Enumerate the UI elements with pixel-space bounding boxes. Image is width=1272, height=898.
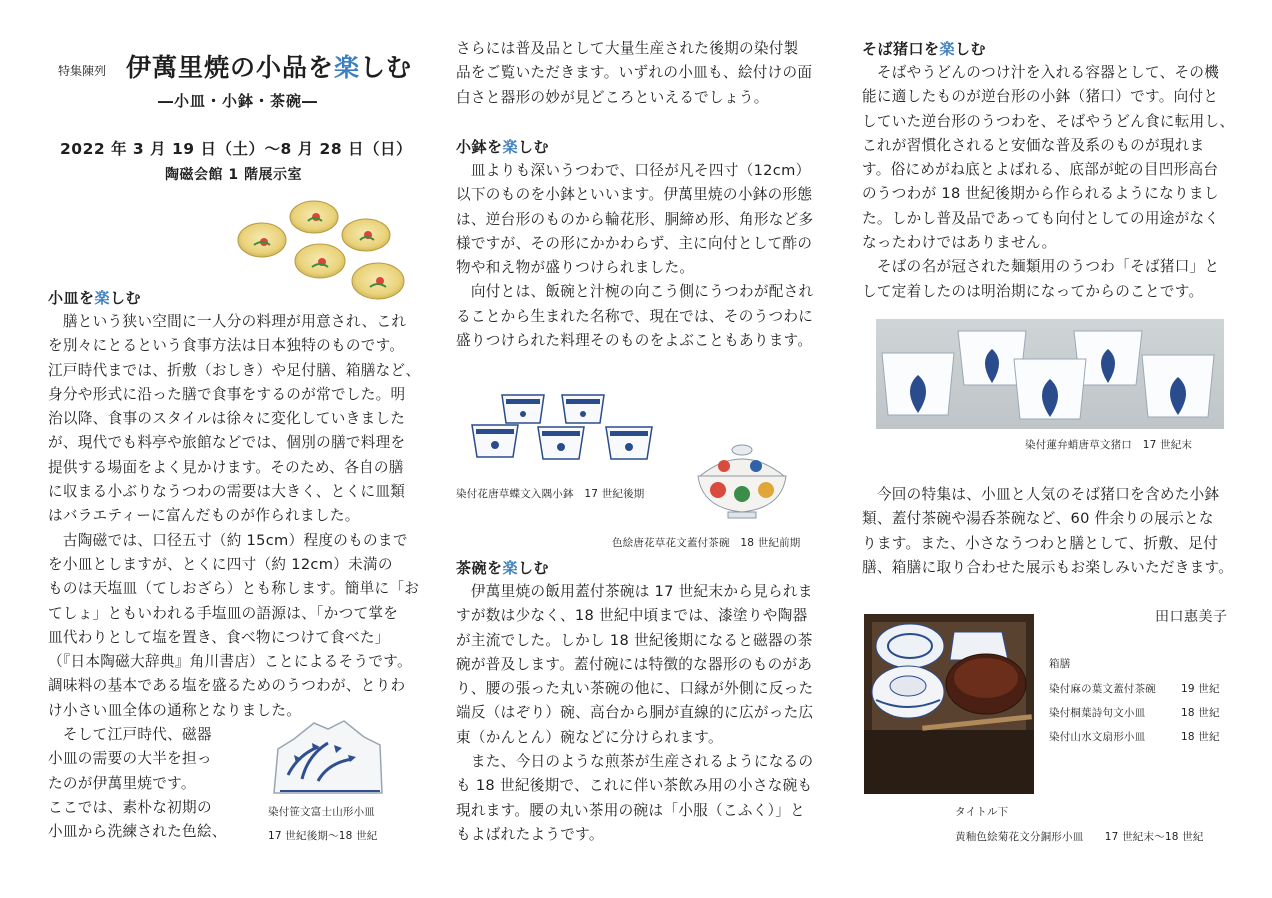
sobachoko-heading: そば猪口を楽しむ <box>862 40 987 58</box>
hakozen-illustration <box>862 612 1038 798</box>
chawan-heading: 茶碗を楽しむ <box>456 559 550 577</box>
hakozen-caption <box>1049 652 1249 749</box>
fuji-plate-photo <box>268 715 388 801</box>
closing-note: 今回の特集は、小皿と人気のそば猪口を含めた小鉢 類、蓋付茶碗や湯呑茶碗など、60 件余りの展示とな ります。また、小さなうつわと膳として、折敷、足付 膳、箱膳に取り合わせた展示もお楽しみいただきます。 <box>862 486 1234 576</box>
section-kobachi <box>456 135 836 353</box>
section-sobachoko <box>862 37 1252 304</box>
kobachi-heading: 小鉢を楽しむ <box>456 138 550 156</box>
fuji-plate-illustration <box>268 715 388 801</box>
kobachi-set-caption: 染付花唐草蝶文入隅小鉢 17 世紀後期 <box>456 488 645 500</box>
kozara-para-1: 膳という狭い空間に一人分の料理が用意され、これ を別々にとるという食事方法は日本独特のものです。 江戸時代までは、折敷（おしき）や足付膳、箱膳など、 身分や形式に沿った膳で食事をするのが常でした。明 治以降、食事のスタイルは徐々に変化していきました が、現代でも料亭や旅館などでは、個別の膳で料理を 提供する場面をよく見かけます。そのため、各自の膳 に収まる小ぶりなうつわの需要は大きく、とくに皿類 はバラエティーに富んだものが作られました。 <box>48 313 421 525</box>
lidded-bowl-illustration <box>694 442 790 520</box>
hakozen-item: 染付麻の葉文蓋付茶碗 19 世紀 <box>1049 683 1220 695</box>
lidded-bowl-photo <box>694 442 790 520</box>
hakozen-photo <box>862 612 1038 798</box>
choko-set-caption: 染付蓮弁蛸唐草文猪口 17 世紀末 <box>1025 439 1193 451</box>
kobachi-para-1: 皿よりも深いうつわで、口径が凡そ四寸（12cm） 以下のものを小鉢といいます。伊萬里焼の小鉢の形態 は、逆台形のものから輪花形、胴締め形、角形など多 様ですが、その形にかかわらず、主に向付として酢の 物や和え物が盛りつけられました。 <box>456 162 814 277</box>
hakozen-item: 染付桐葉詩句文小皿 18 世紀 <box>1049 707 1220 719</box>
exhibition-venue: 陶磁会館 1 階展示室 <box>165 167 302 183</box>
kobachi-set-illustration <box>468 385 660 477</box>
fuji-plate-caption: 染付笹文富士山形小皿 17 世紀後期～18 世紀 <box>268 806 378 842</box>
section-chawan <box>456 556 836 847</box>
kozara-para-3: そして江戸時代、磁器 小皿の需要の大半を担っ たのが伊萬里焼です。 ここでは、素朴な初期の 小皿から洗練された色絵、 <box>48 726 227 841</box>
kozara-heading: 小皿を楽しむ <box>48 289 142 307</box>
page-subtitle: ―小皿・小鉢・茶碗― <box>158 92 319 110</box>
kobachi-set-photo <box>468 385 660 477</box>
exhibition-dates: 2022 年 3 月 19 日（土）～8 月 28 日（日） <box>60 140 413 158</box>
exhibition-kicker: 特集陳列 <box>58 64 107 78</box>
kozara-para-2: 古陶磁では、口径五寸（約 15cm）程度のものまで を小皿としますが、とくに四寸（約 12cm）未満の ものは天塩皿（てしおざら）とも称します。簡単に「お てしょ」ともいわれる手塩皿の語源は、「かつて掌を 皿代わりとして塩を置き、食べ物につけて食べた」 （『日本陶磁大辞典』角川書店）ことによるそうです。 調味料の基本である塩を盛るためのうつわが、とりわ け小さい皿全体の通称となりました。 <box>48 531 420 719</box>
chawan-para-1: 伊萬里焼の飯用蓋付茶碗は 17 世紀末から見られま すが数は少なく、18 世紀中頃までは、漆塗りや陶器 が主流でした。しかし 18 世紀後期になると磁器の茶 碗が普及します。蓋付碗には特徴的な器形のものがあ り、腰の張った丸い茶碗の他に、口縁が外側に反った 端反（はぞり）碗、高台から胴が直線的に広がった広 東（かんとん）碗などに分けられます。 <box>456 583 814 746</box>
page-title: 伊萬里焼の小品を楽しむ <box>126 53 413 82</box>
choko-set-illustration <box>876 319 1224 429</box>
title-below-label: タイトル下 <box>955 806 1009 818</box>
hakozen-title: 箱膳 <box>1049 658 1071 670</box>
kobachi-para-2: 向付とは、飯碗と汁椀の向こう側にうつわが配され ることから生まれた名称で、現在では、そのうつわに 盛りつけられた料理そのものをよぶこともあります。 <box>456 283 814 350</box>
chawan-para-2: また、今日のような煎茶が生産されるようになるの も 18 世紀後期で、これに伴い茶飲み用の小さな碗も 現れます。腰の丸い茶用の碗は「小服（こふく）」と もよばれたようです。 <box>456 753 814 843</box>
choko-set-photo <box>876 319 1224 429</box>
column-2-intro: さらには普及品として大量生産された後期の染付製 品をご覧いただきます。いずれの小皿も、絵付けの面 白さと器形の妙が見どころといえるでしょう。 <box>456 40 813 106</box>
sobachoko-para-2: そばの名が冠された麺類用のうつわ「そば猪口」と して定着したのは明治期になってからのことです。 <box>862 258 1220 300</box>
title-below-item: 黄釉色絵菊花文分銅形小皿 17 世紀末～18 世紀 <box>955 831 1204 843</box>
hakozen-item: 染付山水文扇形小皿 18 世紀 <box>1049 731 1220 743</box>
sobachoko-para-1: そばやうどんのつけ汁を入れる容器として、その機 能に適したものが逆台形の小鉢（猪口）です。向付と していた逆台形のうつわを、そばやうどん食に転用し、 これが習慣化されると安価な普及系のものが現れま す。俗にめがね底とよばれる、底部が蛇の目凹形高台 のうつわが 18 世紀後期から作られるようになりまし た。しかし普及品であっても向付としての用途がなく なったわけではありません。 <box>862 64 1235 252</box>
author-name: 田口惠美子 <box>1155 609 1228 625</box>
lidded-bowl-caption: 色絵唐花草花文蓋付茶碗 18 世紀前期 <box>612 537 801 549</box>
